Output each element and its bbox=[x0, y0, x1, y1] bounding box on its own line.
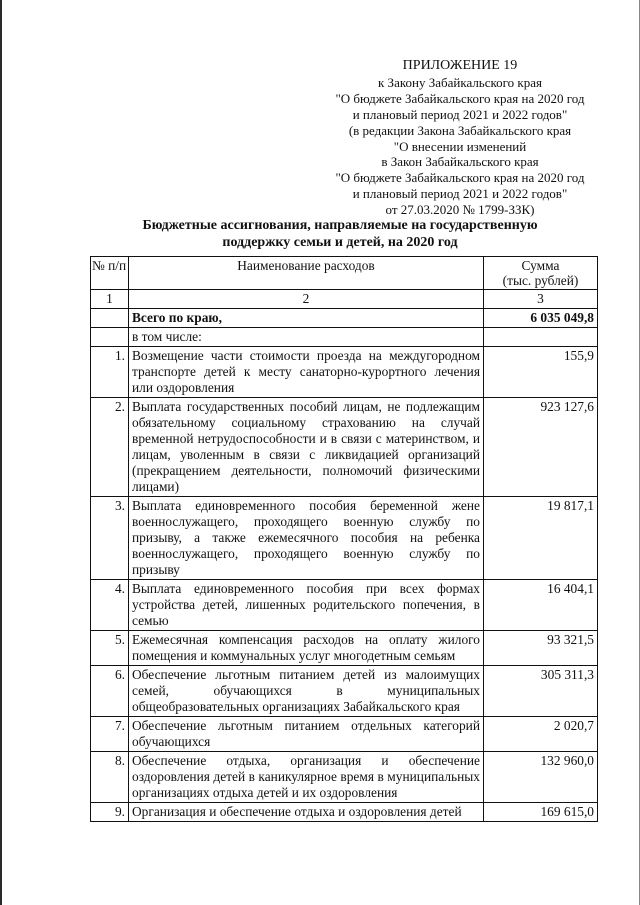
row-sum: 155,9 bbox=[484, 347, 598, 398]
row-name: Обеспечение отдыха, организация и обеспечение оздоровления детей в каникулярное время в муниципальных организациях отдыха детей и их оздоровления bbox=[129, 752, 484, 803]
row-name: Ежемесячная компенсация расходов на оплату жилого помещения и коммунальных услуг многодетным семьям bbox=[129, 631, 484, 666]
row-name: Выплата единовременного пособия беременной жене военнослужащего, проходящего военную службу по призыву, а также ежемесячного пособия на ребенка военнослужащего, проходящего военную службу по призыву bbox=[129, 497, 484, 580]
row-sum: 93 321,5 bbox=[484, 631, 598, 666]
scan-left-edge bbox=[0, 0, 2, 905]
total-num bbox=[91, 309, 129, 328]
table-row bbox=[91, 717, 598, 752]
row-name: Обеспечение льготным питанием отдельных категорий обучающихся bbox=[129, 717, 484, 752]
table-row bbox=[91, 752, 598, 803]
header-line: "О бюджете Забайкальского края на 2020 год bbox=[335, 170, 585, 186]
header-line: "О бюджете Забайкальского края на 2020 год bbox=[335, 90, 585, 106]
table-row bbox=[91, 497, 598, 580]
row-num: 9. bbox=[91, 803, 129, 822]
header-line: к Закону Забайкальского края bbox=[377, 74, 542, 90]
row-num: 6. bbox=[91, 666, 129, 717]
header-date-line: от 27.03.2020 № 1799-ЗЗК) bbox=[385, 202, 535, 218]
subheader-label: в том числе: bbox=[129, 328, 484, 347]
row-name: Возмещение части стоимости проезда на междугородном транспорте детей к месту санаторно-курортного лечения или оздоровления bbox=[129, 347, 484, 398]
row-name: Выплата единовременного пособия при всех формах устройства детей, лишенных родительского попечения, в семью bbox=[129, 580, 484, 631]
row-num: 3. bbox=[91, 497, 129, 580]
header-sum-label: Сумма bbox=[521, 258, 560, 273]
header-line: (в редакции Закона Забайкальского края bbox=[348, 122, 572, 138]
row-sum: 2 020,7 bbox=[484, 717, 598, 752]
row-num: 4. bbox=[91, 580, 129, 631]
row-sum: 169 615,0 bbox=[484, 803, 598, 822]
row-sum: 16 404,1 bbox=[484, 580, 598, 631]
title-line-2: поддержку семьи и детей, на 2020 год bbox=[222, 235, 458, 250]
row-sum: 923 127,6 bbox=[484, 398, 598, 497]
header-line: и плановый период 2021 и 2022 годов" bbox=[352, 186, 568, 202]
table-row bbox=[91, 803, 598, 822]
row-name: Выплата государственных пособий лицам, не подлежащим обязательному социальному страхованию на случай временной нетрудоспособности и в связи с материнством, и лицам, уволенным в связи с ликвидацией организаций (прекращением деятельности, полномочий физическими лицами) bbox=[129, 398, 484, 497]
appendix-header bbox=[300, 58, 620, 218]
row-name: Организация и обеспечение отдыха и оздоровления детей bbox=[129, 803, 484, 822]
table-row bbox=[91, 398, 598, 497]
row-sum: 19 817,1 bbox=[484, 497, 598, 580]
header-sum-units: (тыс. рублей) bbox=[502, 273, 579, 288]
row-sum: 305 311,3 bbox=[484, 666, 598, 717]
row-sum: 132 960,0 bbox=[484, 752, 598, 803]
row-num: 1. bbox=[91, 347, 129, 398]
subheader-num bbox=[91, 328, 129, 347]
column-index-row bbox=[91, 290, 598, 309]
column-index: 2 bbox=[129, 290, 484, 309]
row-name: Обеспечение льготным питанием детей из малоимущих семей, обучающихся в муниципальных общеобразовательных организациях Забайкальского края bbox=[129, 666, 484, 717]
subheader-row bbox=[91, 328, 598, 347]
header-sum bbox=[484, 257, 598, 290]
header-line: и плановый период 2021 и 2022 годов" bbox=[352, 106, 568, 122]
table-row bbox=[91, 666, 598, 717]
header-name: Наименование расходов bbox=[129, 257, 484, 290]
row-num: 2. bbox=[91, 398, 129, 497]
table-header-row bbox=[91, 257, 598, 290]
row-num: 5. bbox=[91, 631, 129, 666]
total-sum: 6 035 049,8 bbox=[484, 309, 598, 328]
document-title bbox=[110, 217, 570, 251]
row-num: 8. bbox=[91, 752, 129, 803]
subheader-sum bbox=[484, 328, 598, 347]
header-line: в Закон Забайкальского края bbox=[381, 154, 539, 170]
row-num: 7. bbox=[91, 717, 129, 752]
appendix-number: ПРИЛОЖЕНИЕ 19 bbox=[402, 58, 518, 73]
table-row bbox=[91, 347, 598, 398]
appropriations-table bbox=[90, 256, 598, 822]
column-index: 3 bbox=[484, 290, 598, 309]
total-row bbox=[91, 309, 598, 328]
total-label: Всего по краю, bbox=[129, 309, 484, 328]
column-index: 1 bbox=[91, 290, 129, 309]
table-row bbox=[91, 580, 598, 631]
title-line-1: Бюджетные ассигнования, направляемые на государственную bbox=[142, 218, 538, 233]
table-row bbox=[91, 631, 598, 666]
header-line: "О внесении изменений bbox=[393, 138, 527, 154]
header-num: № п/п bbox=[91, 257, 129, 290]
